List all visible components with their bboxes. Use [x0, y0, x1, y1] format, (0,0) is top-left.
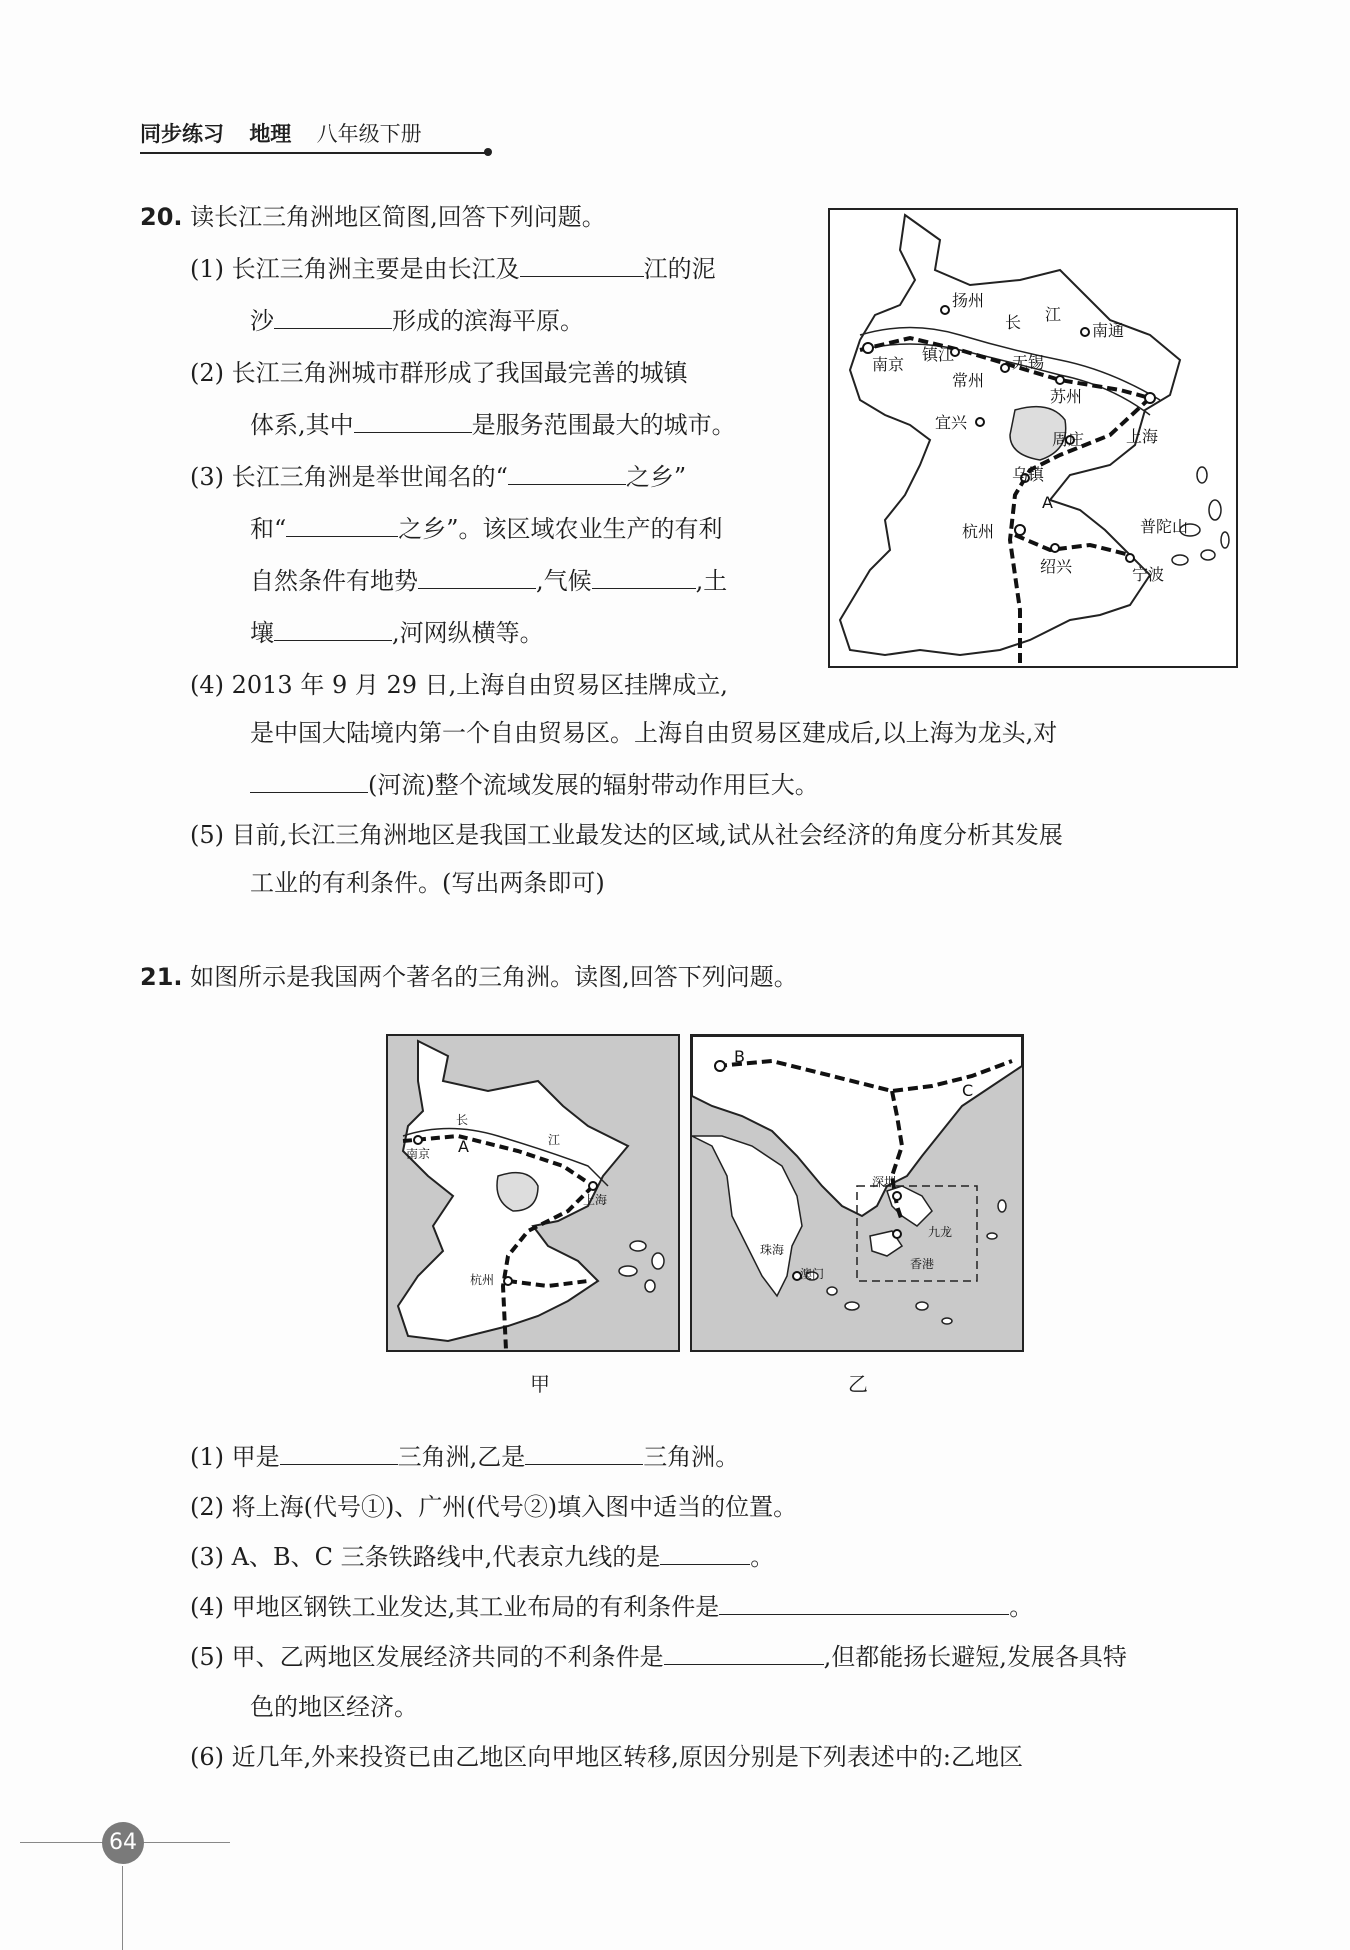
header-subject: 地理 [249, 121, 292, 146]
q21-p1-blank-2[interactable] [525, 1442, 643, 1465]
yi-label-xianggang: 香港 [910, 1257, 935, 1271]
q20-number: 20. [140, 203, 183, 231]
map-label-suzhou: 苏州 [1050, 387, 1083, 406]
map-label-yangzhou: 扬州 [952, 291, 985, 310]
q20-part5-line2 [250, 866, 605, 900]
q20-yangtze-delta-map [828, 208, 1238, 668]
q21-part3 [190, 1540, 774, 1574]
jia-label-chang: 长 [456, 1113, 469, 1127]
map-label-changzhou: 常州 [952, 371, 985, 390]
map-label-a: A [1042, 493, 1053, 512]
q21-p3-text-b: 。 [750, 1543, 775, 1571]
map-label-shanghai: 上海 [1126, 427, 1159, 446]
q21-p1-text-b: 三角洲,乙是 [397, 1443, 526, 1471]
q20-p3-blank-2[interactable] [286, 514, 398, 537]
header-rule [140, 152, 490, 154]
q21-part5-line1 [190, 1640, 1127, 1674]
q21-p1-text-a: (1) 甲是 [190, 1443, 280, 1471]
q20-part1-line1 [190, 252, 716, 286]
map-label-yixing: 宜兴 [935, 413, 968, 432]
map-label-hangzhou: 杭州 [962, 522, 995, 541]
q20-stem [140, 200, 606, 234]
q20-p2-text-b: 体系,其中 [250, 411, 354, 439]
map-label-wuxi: 无锡 [1012, 353, 1045, 372]
yi-label-jiulong: 九龙 [928, 1225, 953, 1239]
q21-p5-text-a: (5) 甲、乙两地区发展经济共同的不利条件是 [190, 1643, 664, 1671]
q21-map-yi [690, 1034, 1024, 1352]
q21-p3-blank[interactable] [660, 1542, 750, 1565]
page-header [140, 118, 440, 148]
q21-part5-line2 [250, 1690, 418, 1724]
q21-p5-text-b: ,但都能扬长避短,发展各具特 [823, 1643, 1127, 1671]
map-label-zhouzhuang: 周庄 [1052, 430, 1085, 449]
q21-p2-text: (2) 将上海(代号①)、广州(代号②)填入图中适当的位置。 [190, 1493, 798, 1521]
q20-part3-line1 [190, 460, 686, 494]
map-label-putuoshan: 普陀山 [1140, 517, 1189, 536]
q20-p2-text-a: (2) 长江三角洲城市群形成了我国最完善的城镇 [190, 359, 688, 387]
q21-p5-blank[interactable] [664, 1642, 824, 1665]
q21-part6 [190, 1740, 1023, 1774]
q21-p1-text-c: 三角洲。 [643, 1443, 740, 1471]
q20-p1-blank-1[interactable] [520, 254, 644, 277]
page-number: 64 [102, 1822, 144, 1864]
q20-stem-text: 读长江三角洲地区简图,回答下列问题。 [190, 203, 606, 231]
q21-p4-text-a: (4) 甲地区钢铁工业发达,其工业布局的有利条件是 [190, 1593, 720, 1621]
q20-p3-text-b: 之乡” [625, 463, 687, 491]
q20-p1-text-a: (1) 长江三角洲主要是由长江及 [190, 255, 520, 283]
q20-part4-line3 [250, 768, 819, 802]
q20-p2-text-c: 是服务范围最大的城市。 [471, 411, 736, 439]
q20-part4-line2 [250, 716, 1057, 750]
q20-p1-text-d: 形成的滨海平原。 [392, 307, 584, 335]
header-series: 同步练习 [140, 121, 224, 146]
q21-p3-text-a: (3) A、B、C 三条铁路线中,代表京九线的是 [190, 1543, 661, 1571]
jia-label-a: A [458, 1137, 469, 1156]
map-label-jiang: 江 [1045, 305, 1062, 324]
q21-number: 21. [140, 963, 183, 991]
q21-map-jia [386, 1034, 680, 1352]
map-label-nantong: 南通 [1092, 321, 1125, 340]
jia-label-hangzhou: 杭州 [470, 1273, 495, 1287]
q20-part2-line1 [190, 356, 688, 390]
q20-part1-line2 [250, 304, 584, 338]
q20-p3-text-d: 之乡”。该区域农业生产的有利 [398, 515, 723, 543]
q20-p1-blank-2[interactable] [274, 306, 392, 329]
q20-p3-text-c: 和“ [250, 515, 287, 543]
q20-p3-text-a: (3) 长江三角洲是举世闻名的“ [190, 463, 508, 491]
q21-p4-text-b: 。 [1009, 1593, 1034, 1621]
q20-p3-blank-1[interactable] [508, 462, 626, 485]
q20-p3-blank-3[interactable] [418, 566, 536, 589]
q20-part2-line2 [250, 408, 736, 442]
q20-p2-blank[interactable] [354, 410, 472, 433]
jia-label-nanjing: 南京 [406, 1147, 431, 1161]
header-grade: 八年级下册 [316, 122, 422, 146]
q21-caption-jia: 甲 [530, 1372, 550, 1396]
q20-p3-blank-5[interactable] [274, 618, 392, 641]
yi-label-shenzhen: 深圳 [872, 1175, 897, 1189]
yi-label-c: C [962, 1081, 974, 1100]
q20-p3-text-h: 壤 [250, 619, 274, 647]
q20-p5-text-b: 工业的有利条件。(写出两条即可) [250, 869, 605, 897]
q20-p3-text-i: ,河网纵横等。 [392, 619, 544, 647]
q20-part3-line2 [250, 512, 723, 546]
q21-part2 [190, 1490, 797, 1524]
q20-part4-line1 [190, 668, 728, 702]
map-label-shaoxing: 绍兴 [1040, 557, 1073, 576]
map-label-wuzhen: 乌镇 [1012, 465, 1045, 484]
q21-part1 [190, 1440, 739, 1474]
q20-p3-blank-4[interactable] [592, 566, 696, 589]
q21-part4 [190, 1590, 1033, 1624]
q21-p4-blank[interactable] [719, 1592, 1009, 1615]
q20-part3-line3 [250, 564, 727, 598]
map-label-ningbo: 宁波 [1132, 565, 1165, 584]
q20-p3-text-g: ,土 [695, 567, 728, 595]
footer-rule-vertical [122, 1866, 123, 1950]
q20-p3-text-f: ,气候 [536, 567, 592, 595]
jia-label-shanghai: 上海 [583, 1193, 608, 1207]
q20-p5-text-a: (5) 目前,长江三角洲地区是我国工业最发达的区域,试从社会经济的角度分析其发展 [190, 821, 1063, 849]
q20-p4-text-b: 是中国大陆境内第一个自由贸易区。上海自由贸易区建成后,以上海为龙头,对 [250, 719, 1058, 747]
q20-part3-line4 [250, 616, 544, 650]
jia-label-jiang: 江 [548, 1133, 561, 1147]
q20-part5-line1 [190, 818, 1063, 852]
q20-p1-text-c: 沙 [250, 307, 274, 335]
q20-p4-text-a: (4) 2013 年 9 月 29 日,上海自由贸易区挂牌成立, [190, 671, 728, 699]
header-dot [484, 148, 492, 156]
q21-p5-text-c: 色的地区经济。 [250, 1693, 418, 1721]
yi-label-b: B [734, 1047, 745, 1066]
q21-caption-yi: 乙 [848, 1372, 868, 1396]
q21-stem-text: 如图所示是我国两个著名的三角洲。读图,回答下列问题。 [190, 963, 798, 991]
yi-label-aomen: 澳门 [800, 1267, 825, 1281]
map-label-chang: 长 [1005, 313, 1022, 332]
yi-label-zhuhai: 珠海 [760, 1243, 785, 1257]
q20-p1-text-b: 江的泥 [643, 255, 716, 283]
q20-p4-blank[interactable] [250, 770, 368, 793]
q20-p4-text-c: (河流)整个流域发展的辐射带动作用巨大。 [368, 771, 819, 799]
q20-p3-text-e: 自然条件有地势 [250, 567, 418, 595]
q21-stem [140, 960, 798, 994]
q21-p6-text: (6) 近几年,外来投资已由乙地区向甲地区转移,原因分别是下列表述中的:乙地区 [190, 1743, 1023, 1771]
q21-p1-blank-1[interactable] [280, 1442, 398, 1465]
map-label-zhenjiang: 镇江 [922, 345, 955, 364]
map-label-nanjing: 南京 [872, 355, 905, 374]
